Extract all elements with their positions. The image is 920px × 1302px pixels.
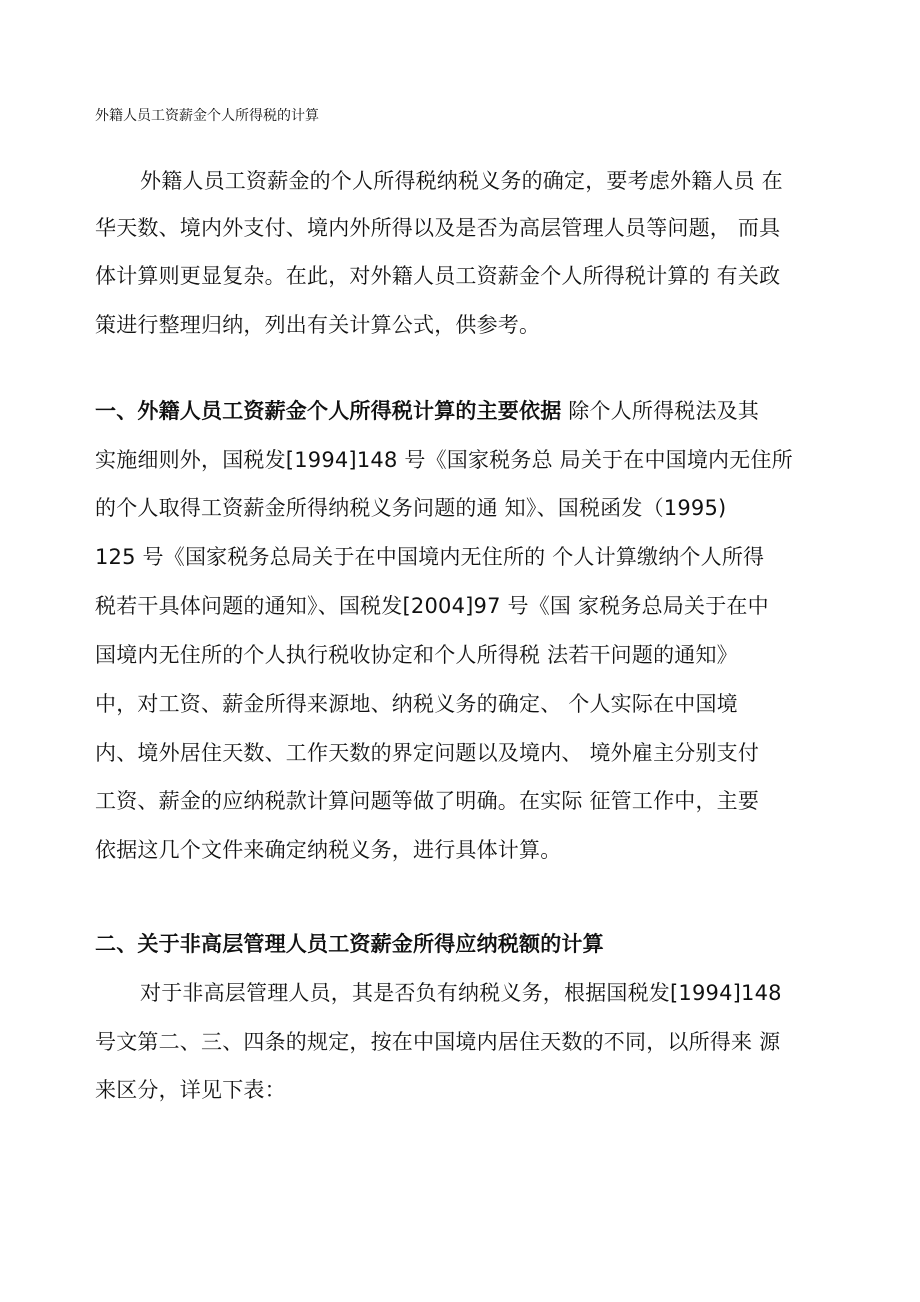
section1-line-2: 实施细则外，国税发[1994]148 号《国家税务总 局关于在中国境内无住所	[95, 448, 793, 472]
section1-first-line-text: 除个人所得税法及其	[561, 399, 760, 423]
section1-line-5: 税若干具体问题的通知》、国税发[2004]97 号《国 家税务总局关于在中	[95, 594, 769, 618]
section1-first-line	[95, 397, 759, 425]
section2-heading: 二、关于非高层管理人员工资薪金所得应纳税额的计算	[95, 932, 604, 956]
section2-line-1: 对于非高层管理人员，其是否负有纳税义务，根据国税发[1994]148	[140, 981, 782, 1005]
section2-line-3: 来区分，详见下表：	[95, 1078, 286, 1102]
section1-line-8: 内、境外居住天数、工作天数的界定问题以及境内、 境外雇主分别支付	[95, 741, 760, 765]
section1-line-6: 国境内无住所的个人执行税收协定和个人所得税 法若干问题的通知》	[95, 643, 738, 667]
document-header: 外籍人员工资薪金个人所得税的计算	[95, 108, 319, 124]
section1-line-10: 依据这几个文件来确定纳税义务，进行具体计算。	[95, 838, 562, 862]
section1-line-7: 中，对工资、薪金所得来源地、纳税义务的确定、 个人实际在中国境	[95, 692, 738, 716]
section1-line-3: 的个人取得工资薪金所得纳税义务问题的通 知》、国税函发（1995)	[95, 496, 727, 520]
section2-line-2: 号文第二、三、四条的规定，按在中国境内居住天数的不同，以所得来 源	[95, 1030, 781, 1054]
section1-heading: 一、外籍人员工资薪金个人所得税计算的主要依据	[95, 399, 562, 423]
intro-line-4: 策进行整理归纳，列出有关计算公式，供参考。	[95, 313, 541, 337]
section1-line-4: 125 号《国家税务总局关于在中国境内无住所的 个人计算缴纳个人所得	[95, 545, 765, 569]
intro-line-3: 体计算则更显复杂。在此，对外籍人员工资薪金个人所得税计算的 有关政	[95, 264, 781, 288]
intro-line-2: 华天数、境内外支付、境内外所得以及是否为高层管理人员等问题， 而具	[95, 216, 781, 240]
intro-line-1: 外籍人员工资薪金的个人所得税纳税义务的确定，要考虑外籍人员 在	[140, 169, 783, 193]
section1-line-9: 工资、薪金的应纳税款计算问题等做了明确。在实际 征管工作中，主要	[95, 789, 760, 813]
